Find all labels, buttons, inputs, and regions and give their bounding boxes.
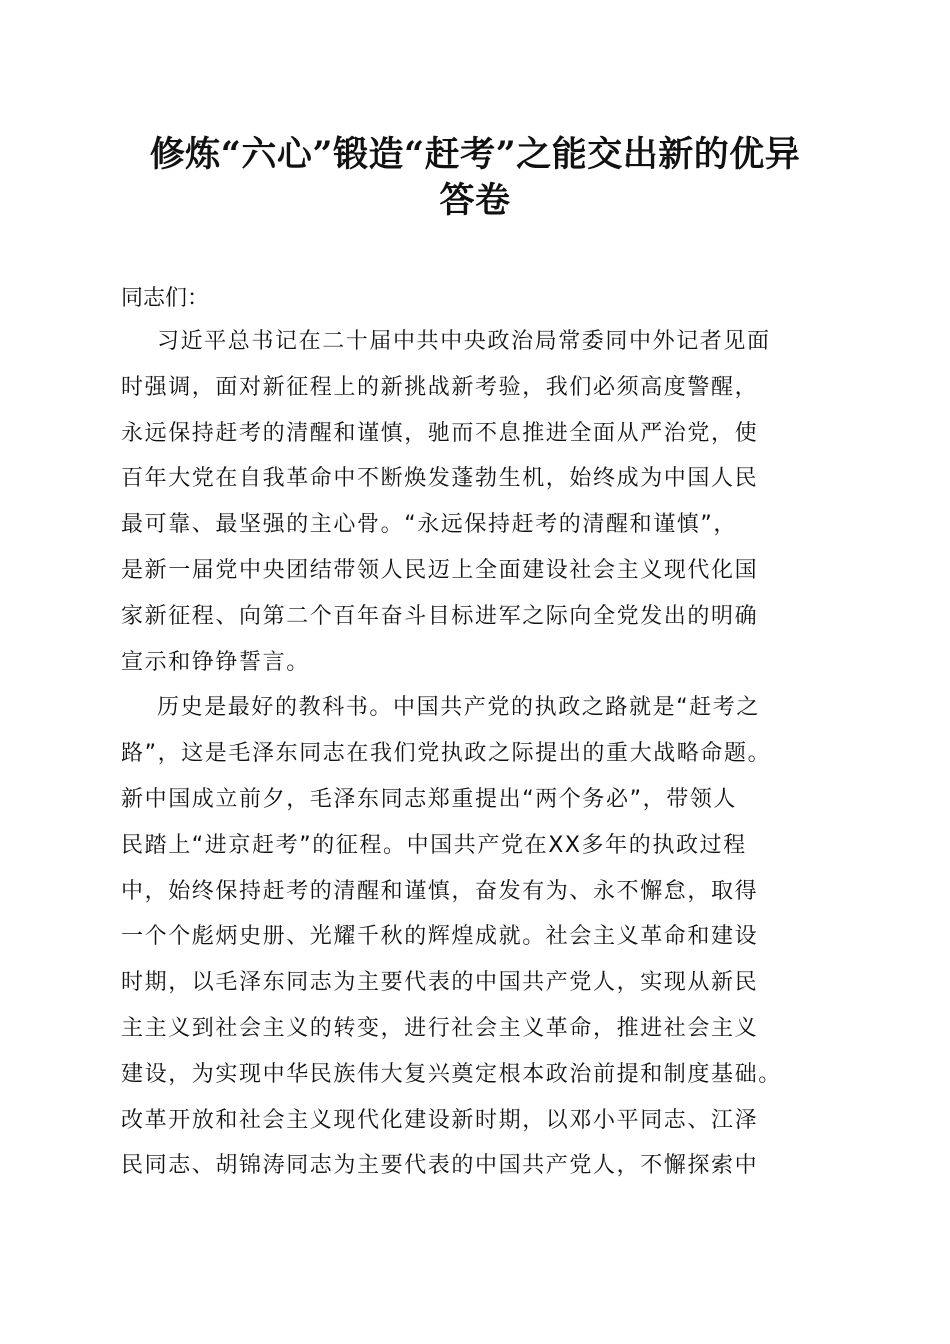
salutation: 同志们：	[121, 286, 210, 311]
paragraph-line: 建设，为实现中华民族伟大复兴奠定根本政治前提和制度基础。	[121, 1061, 782, 1087]
paragraph-line: 民同志、胡锦涛同志为主要代表的中国共产党人，不懈探索中	[121, 1153, 759, 1179]
paragraph-line: 改革开放和社会主义现代化建设新时期，以邓小平同志、江泽	[121, 1107, 759, 1133]
paragraph-line: 时强调，面对新征程上的新挑战新考验，我们必须高度警醒，	[121, 374, 759, 400]
paragraph-1	[121, 324, 851, 690]
paragraph-line: 最可靠、最坚强的主心骨。“永远保持赶考的清醒和谨慎”，	[121, 512, 737, 538]
paragraph-line: 时期，以毛泽东同志为主要代表的中国共产党人，实现从新民	[121, 970, 759, 996]
paragraph-line: 路”，这是毛泽东同志在我们党执政之际提出的重大战略命题。	[121, 741, 772, 767]
paragraph-2	[121, 690, 851, 1194]
paragraph-line: 民踏上“进京赶考”的征程。中国共产党在XX多年的执政过程	[121, 832, 747, 858]
paragraph-line: 家新征程、向第二个百年奋斗目标进军之际向全党发出的明确	[121, 603, 759, 629]
paragraph-line: 百年大党在自我革命中不断焕发蓬勃生机，始终成为中国人民	[121, 466, 759, 492]
title-line: 修炼“六心”锻造“赶考”之能交出新的优异	[149, 134, 801, 175]
paragraph-line: 习近平总书记在二十届中共中央政治局常委同中外记者见面	[157, 329, 771, 354]
paragraph-line: 一个个彪炳史册、光耀千秋的辉煌成就。社会主义革命和建设	[121, 924, 759, 950]
paragraph-line: 历史是最好的教科书。中国共产党的执政之路就是“赶考之	[157, 695, 760, 721]
paragraph-line: 新中国成立前夕，毛泽东同志郑重提出“两个务必”，带领人	[121, 786, 737, 812]
document-body	[121, 324, 851, 1194]
paragraph-line: 宣示和铮铮誓言。	[121, 649, 310, 675]
document-title	[110, 132, 840, 224]
paragraph-line: 是新一届党中央团结带领人民迈上全面建设社会主义现代化国	[121, 557, 759, 583]
paragraph-line: 永远保持赶考的清醒和谨慎，驰而不息推进全面从严治党，使	[121, 420, 759, 446]
title-line: 答卷	[439, 180, 511, 221]
paragraph-line: 中，始终保持赶考的清醒和谨慎，奋发有为、永不懈怠，取得	[121, 878, 759, 904]
paragraph-line: 主主义到社会主义的转变，进行社会主义革命，推进社会主义	[121, 1015, 759, 1041]
